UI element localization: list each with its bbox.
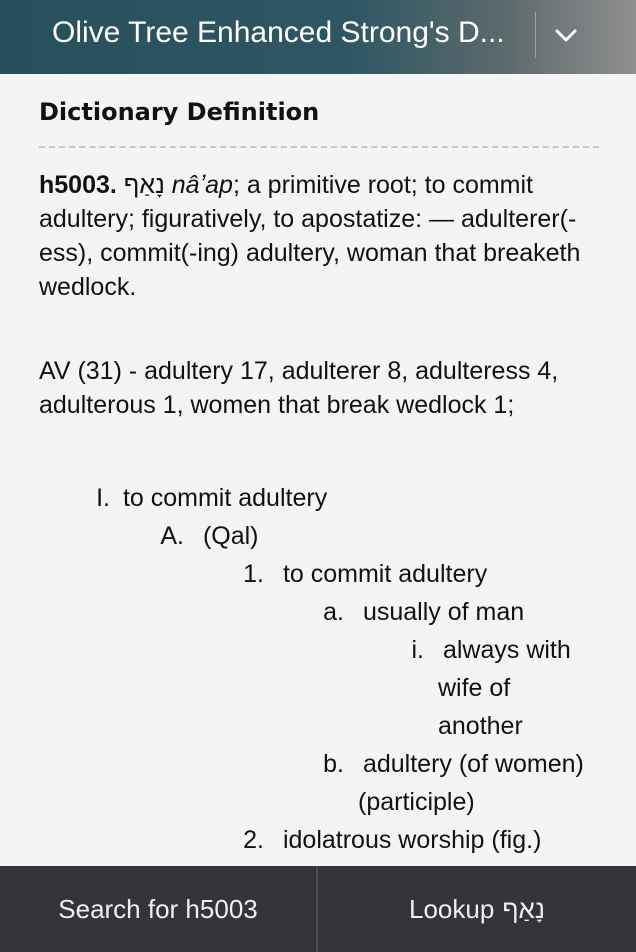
outline-item <box>158 517 259 555</box>
header-divider <box>535 12 536 58</box>
outline-text-continued: wife of <box>438 674 511 702</box>
outline-text-continued: (participle) <box>358 788 475 816</box>
av-summary: AV (31) - adultery 17, adulterer 8, adulteress 4, adulterous 1, women that break wedlock 1; <box>39 357 559 419</box>
outline-text: to commit adultery <box>282 560 488 588</box>
outline-item <box>320 745 584 783</box>
outline-marker: b. <box>323 750 344 778</box>
definition-content[interactable] <box>0 74 636 866</box>
lookup-button[interactable] <box>318 866 636 952</box>
outline-item <box>320 593 524 631</box>
resource-title[interactable]: Olive Tree Enhanced Strong's D... <box>52 16 505 49</box>
outline-item <box>240 555 487 593</box>
lookup-hebrew-word: נָאַף <box>502 893 545 924</box>
chevron-down-icon[interactable] <box>551 20 581 50</box>
outline-text-continued: another <box>438 712 523 740</box>
outline-text: always with <box>442 636 571 664</box>
outline-marker: a. <box>323 598 344 626</box>
entry-paragraph: h5003. נָאַף nâʼap; a primitive root; to commit adultery; figuratively, to apostatize: — adulterer(-ess), commit(-ing) adultery, woman that breaketh wedlock. <box>39 171 581 301</box>
outline-item <box>240 821 541 859</box>
outline-marker: I. <box>96 484 110 512</box>
hebrew-word: נָאַף <box>123 171 165 199</box>
outline-item <box>404 631 571 669</box>
outline-item <box>88 479 327 517</box>
transliteration: nâʼap <box>171 171 233 199</box>
section-title: Dictionary Definition <box>39 98 320 126</box>
outline-text: to commit adultery <box>122 484 328 512</box>
strongs-number: h5003 <box>39 171 110 199</box>
outline-marker: i. <box>411 636 424 664</box>
outline-marker: 2. <box>243 826 264 854</box>
search-button-label: Search for h5003 <box>58 893 258 924</box>
outline-marker: A. <box>160 522 184 550</box>
outline-text: adultery (of women) <box>362 750 584 778</box>
outline-marker: 1. <box>243 560 264 588</box>
outline-text: idolatrous worship (fig.) <box>282 826 542 854</box>
title-bar[interactable] <box>0 0 636 74</box>
outline-text: (Qal) <box>202 522 259 550</box>
dashed-divider <box>39 146 599 148</box>
search-strongs-button[interactable] <box>0 866 318 952</box>
outline-text: usually of man <box>362 598 525 626</box>
bottom-toolbar <box>0 866 636 952</box>
definition-text: ; a primitive root; to commit adultery; figuratively, to apostatize: — adulterer(-ess), commit(-ing) adultery, woman that breaketh wedlock. <box>39 171 581 301</box>
lookup-button-label: Lookup <box>409 893 495 924</box>
